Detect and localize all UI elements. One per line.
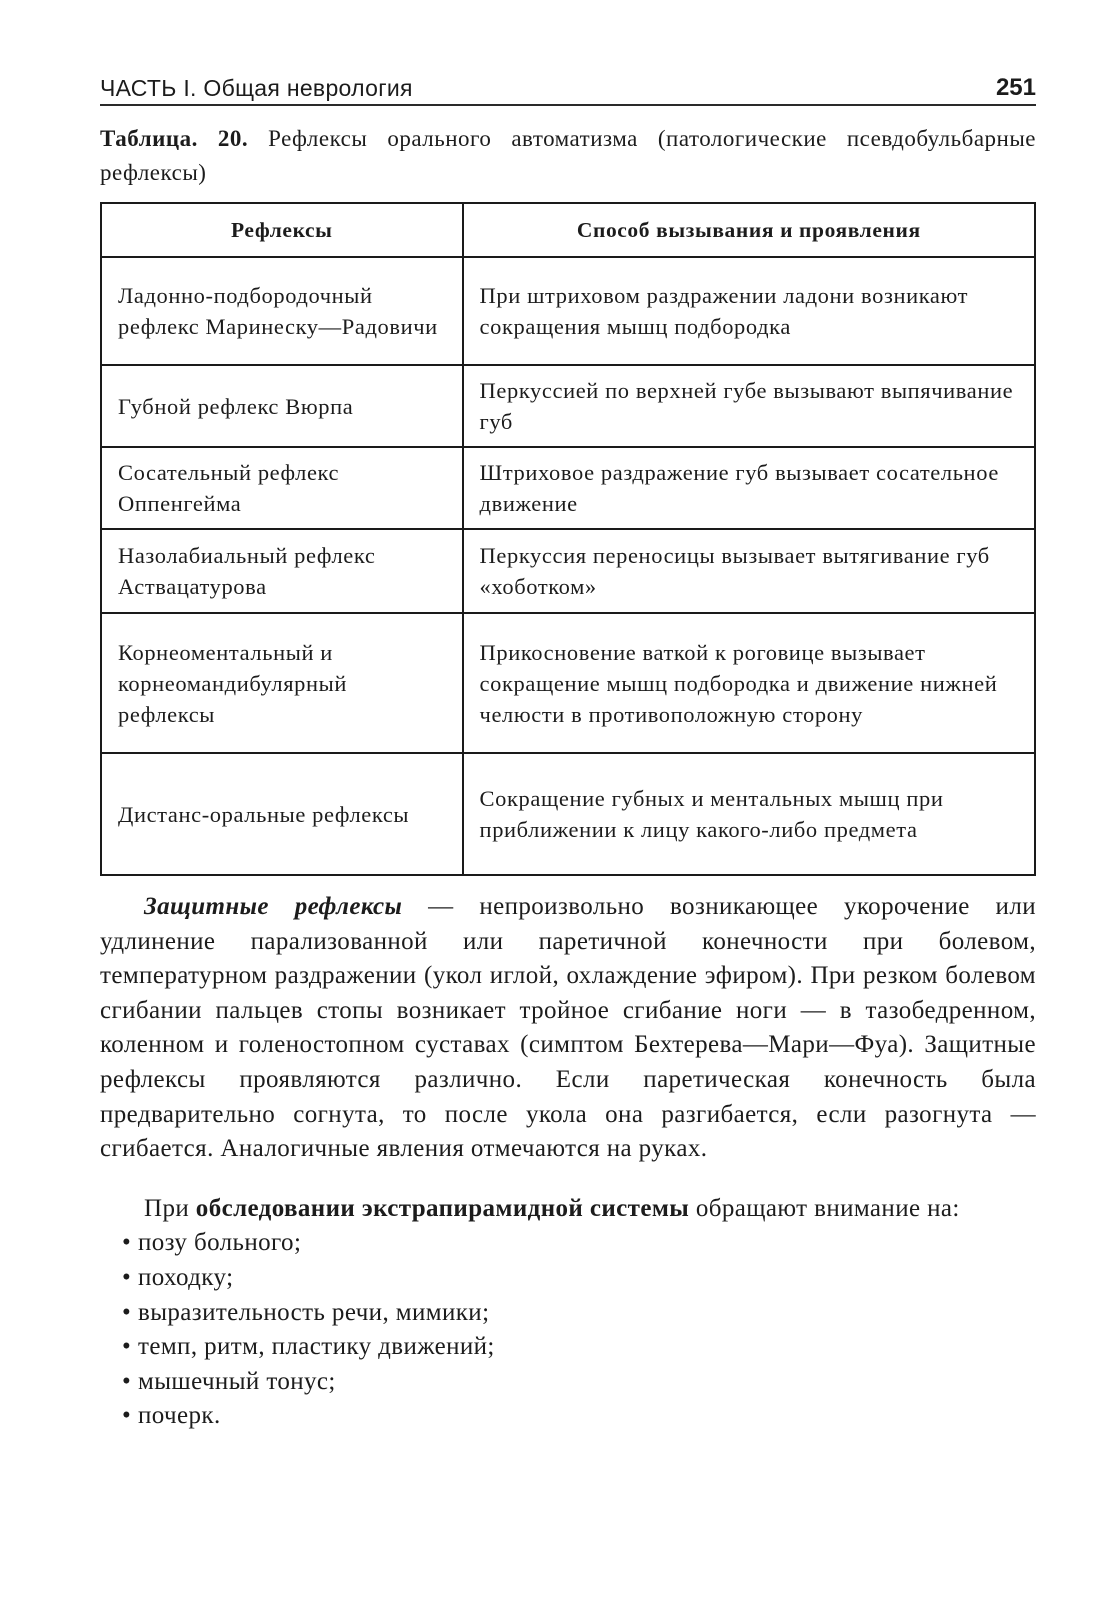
- page-number: 251: [995, 74, 1036, 101]
- column-header-method: Способ вызывания и проявления: [463, 203, 1035, 257]
- reflex-name-cell: Назолабиальный рефлекс Аствацатурова: [101, 529, 463, 613]
- intro-tail: обращают внимание на:: [689, 1194, 960, 1222]
- reflex-method-cell: Штриховое раздражение губ вызывает сосательное движение: [463, 447, 1035, 529]
- list-item: [122, 1261, 1036, 1296]
- reflex-method-cell: Сокращение губных и ментальных мышц при приближении к лицу какого-либо предмета: [463, 753, 1035, 875]
- table-caption: [100, 122, 1036, 190]
- reflex-name-cell: Дистанс-оральные рефлексы: [101, 753, 463, 875]
- reflex-name-cell: Сосательный рефлекс Оппенгейма: [101, 447, 463, 529]
- table-header-row: [101, 203, 1035, 257]
- examination-checklist: [100, 1226, 1036, 1434]
- reflex-name-cell: Губной рефлекс Вюрпа: [101, 365, 463, 447]
- bullet-icon: •: [122, 1229, 132, 1257]
- list-item-text: мышечный тонус;: [138, 1367, 336, 1395]
- bullet-icon: •: [122, 1298, 132, 1326]
- table-row: [101, 529, 1035, 613]
- extrapyramidal-intro: [100, 1192, 1036, 1227]
- list-item: [122, 1365, 1036, 1400]
- list-item-text: темп, ритм, пластику движений;: [138, 1333, 495, 1361]
- table-row: [101, 365, 1035, 447]
- table-caption-text: Рефлексы орального автоматизма (патологические псевдобульбарные рефлексы): [100, 126, 1037, 185]
- list-item: [122, 1226, 1036, 1261]
- table-row: [101, 257, 1035, 365]
- table-caption-label: Таблица. 20.: [100, 126, 249, 151]
- table-row: [101, 447, 1035, 529]
- intro-lead: При: [144, 1194, 196, 1222]
- section-title: ЧАСТЬ I. Общая неврология: [100, 75, 413, 101]
- running-header: [100, 66, 1036, 106]
- list-item-text: позу больного;: [138, 1229, 302, 1257]
- reflex-method-cell: При штриховом раздражении ладони возникают сокращения мышц подбородка: [463, 257, 1035, 365]
- reflex-table: [100, 202, 1036, 876]
- list-item-text: почерк.: [138, 1402, 221, 1430]
- bullet-icon: •: [122, 1263, 132, 1291]
- list-item: [122, 1399, 1036, 1434]
- reflex-name-cell: Ладонно-подбородочный рефлекс Маринеску—Радовичи: [101, 257, 463, 365]
- paragraph-text: — непроизвольно возникающее укорочение или удлинение парализованной или паретичной конечности при болевом, температурном раздражении (укол иглой, охлаждение эфиром). При резком болевом сгибании пальцев стопы возникает тройное сгибание ноги — в тазобедренном, коленном и голеностопном суставах (симптом Бехтерева—Мари—Фуа). Защитные рефлексы проявляются различно. Если паретическая конечность была предварительно согнута, то после укола она разгибается, если разогнута — сгибается. Аналогичные явления отмечаются на руках.: [100, 893, 1036, 1163]
- column-header-reflexes: Рефлексы: [101, 203, 463, 257]
- list-item: [122, 1296, 1036, 1331]
- list-item-text: походку;: [138, 1263, 234, 1291]
- reflex-method-cell: Прикосновение ваткой к роговице вызывает сокращение мышц подбородка и движение нижней челюсти в противоположную сторону: [463, 613, 1035, 753]
- reflex-method-cell: Перкуссией по верхней губе вызывают выпячивание губ: [463, 365, 1035, 447]
- reflex-method-cell: Перкуссия переносицы вызывает вытягивание губ «хоботком»: [463, 529, 1035, 613]
- protective-reflexes-paragraph: [100, 890, 1036, 1167]
- term-protective-reflexes: Защитные рефлексы: [144, 893, 403, 920]
- list-item: [122, 1330, 1036, 1365]
- book-page: [100, 66, 1036, 1434]
- table-row: [101, 613, 1035, 753]
- list-item-text: выразительность речи, мимики;: [138, 1298, 490, 1326]
- bullet-icon: •: [122, 1333, 132, 1361]
- bullet-icon: •: [122, 1402, 132, 1430]
- reflex-name-cell: Корнеоментальный и корнеомандибулярный рефлексы: [101, 613, 463, 753]
- intro-emphasis: обследовании экстрапирамидной системы: [195, 1194, 690, 1222]
- table-row: [101, 753, 1035, 875]
- bullet-icon: •: [122, 1367, 132, 1395]
